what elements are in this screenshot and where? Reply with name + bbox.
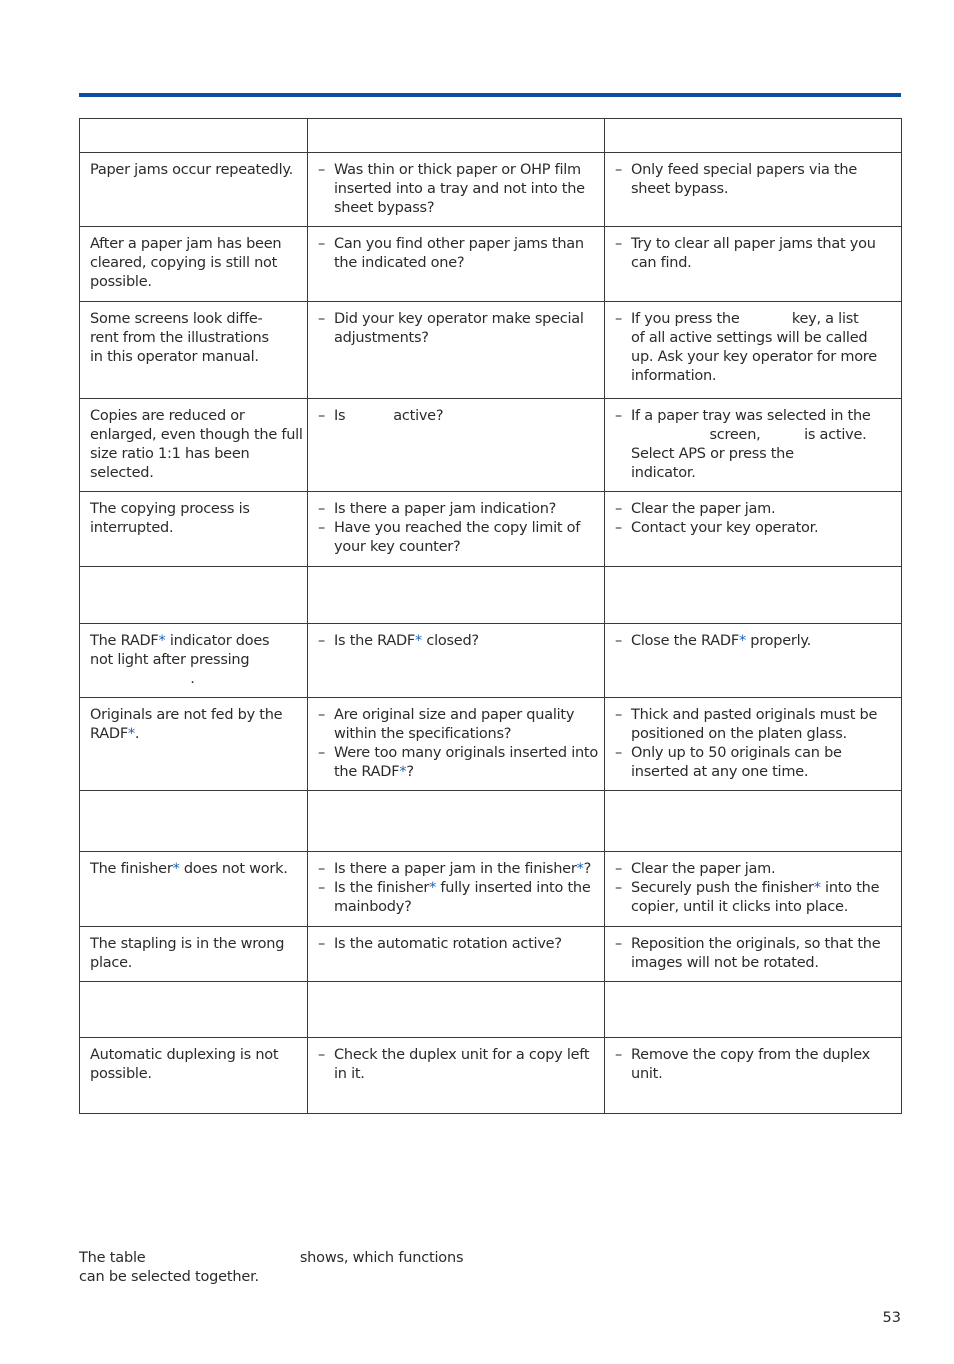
- problem-cell: Automatic duplexing is not possible.: [80, 1038, 308, 1114]
- remedy-item: – Contact your key operator.: [615, 519, 897, 538]
- asterisk-marker: *: [127, 726, 135, 742]
- problem-cell: The finisher* does not work.: [80, 852, 308, 927]
- remedy-cell: [605, 153, 902, 227]
- header-cell: [80, 119, 308, 153]
- header-cell: [308, 119, 605, 153]
- asterisk-marker: *: [738, 633, 746, 649]
- troubleshooting-table: [79, 118, 902, 1114]
- section-cell: [605, 567, 902, 624]
- top-rule: [79, 93, 901, 97]
- cause-cell: [308, 1038, 605, 1114]
- remedy-item: – If you press the key, a list of all active settings will be called up. Ask your key operator for more information.: [615, 310, 897, 386]
- remedy-cell: [605, 624, 902, 698]
- cause-item: – Can you find other paper jams than the indicated one?: [318, 235, 600, 273]
- section-row: [80, 791, 902, 852]
- cause-item: – Have you reached the copy limit of your key counter?: [318, 519, 600, 557]
- remedy-cell: [605, 399, 902, 492]
- remedy-cell: [605, 227, 902, 302]
- cause-item: – Is the RADF* closed?: [318, 632, 600, 651]
- cause-item: – Is there a paper jam indication?: [318, 500, 600, 519]
- section-cell: [80, 567, 308, 624]
- footer-text: The table shows, which functions can be selected together.: [79, 1250, 464, 1285]
- remedy-item: – Reposition the originals, so that the images will not be rotated.: [615, 935, 897, 973]
- remedy-cell: [605, 852, 902, 927]
- remedy-cell: [605, 927, 902, 982]
- table-row: [80, 302, 902, 399]
- remedy-item: – Thick and pasted originals must be positioned on the platen glass.: [615, 706, 897, 744]
- asterisk-marker: *: [576, 861, 584, 877]
- cause-cell: [308, 492, 605, 567]
- section-row: [80, 982, 902, 1038]
- cause-cell: [308, 227, 605, 302]
- remedy-item: – Try to clear all paper jams that you can find.: [615, 235, 897, 273]
- section-cell: [80, 791, 308, 852]
- table-row: [80, 153, 902, 227]
- section-cell: [605, 791, 902, 852]
- remedy-item: – Clear the paper jam.: [615, 860, 897, 879]
- problem-cell: Copies are reduced or enlarged, even though the full size ratio 1:1 has been selected.: [80, 399, 308, 492]
- cause-cell: [308, 302, 605, 399]
- asterisk-marker: *: [172, 861, 180, 877]
- remedy-item: – Only feed special papers via the sheet bypass.: [615, 161, 897, 199]
- header-cell: [605, 119, 902, 153]
- remedy-item: – Remove the copy from the duplex unit.: [615, 1046, 897, 1084]
- page-number: 53: [882, 1310, 901, 1326]
- problem-cell: Some screens look diffe- rent from the illustrations in this operator manual.: [80, 302, 308, 399]
- cause-cell: [308, 399, 605, 492]
- cause-item: – Is the finisher* fully inserted into the mainbody?: [318, 879, 600, 917]
- section-cell: [308, 791, 605, 852]
- table-row: [80, 698, 902, 791]
- section-cell: [605, 982, 902, 1038]
- cause-cell: [308, 698, 605, 791]
- remedy-item: – Close the RADF* properly.: [615, 632, 897, 651]
- cause-item: – Was thin or thick paper or OHP film inserted into a tray and not into the sheet bypass?: [318, 161, 600, 218]
- cause-item: – Are original size and paper quality within the specifications?: [318, 706, 600, 744]
- remedy-item: – If a paper tray was selected in the screen, is active. Select APS or press the indicator.: [615, 407, 897, 483]
- asterisk-marker: *: [158, 633, 166, 649]
- remedy-item: – Securely push the finisher* into the copier, until it clicks into place.: [615, 879, 897, 917]
- asterisk-marker: *: [399, 764, 407, 780]
- remedy-cell: [605, 698, 902, 791]
- problem-cell: The copying process is interrupted.: [80, 492, 308, 567]
- table-row: [80, 927, 902, 982]
- remedy-item: – Clear the paper jam.: [615, 500, 897, 519]
- header-row: [80, 119, 902, 153]
- cause-item: – Is the automatic rotation active?: [318, 935, 600, 954]
- cause-cell: [308, 852, 605, 927]
- section-cell: [308, 567, 605, 624]
- problem-cell: After a paper jam has been cleared, copying is still not possible.: [80, 227, 308, 302]
- table-row: [80, 399, 902, 492]
- remedy-item: – Only up to 50 originals can be inserted at any one time.: [615, 744, 897, 782]
- cause-item: – Is there a paper jam in the finisher*?: [318, 860, 600, 879]
- cause-item: – Check the duplex unit for a copy left in it.: [318, 1046, 600, 1084]
- cause-cell: [308, 153, 605, 227]
- problem-cell: The RADF* indicator does not light after pressing .: [80, 624, 308, 698]
- table-row: [80, 227, 902, 302]
- footer-paragraph: [79, 1249, 559, 1287]
- remedy-cell: [605, 1038, 902, 1114]
- table-row: [80, 1038, 902, 1114]
- asterisk-marker: *: [429, 880, 437, 896]
- cause-item: – Were too many originals inserted into the RADF*?: [318, 744, 600, 782]
- cause-item: – Did your key operator make special adjustments?: [318, 310, 600, 348]
- problem-cell: The stapling is in the wrong place.: [80, 927, 308, 982]
- asterisk-marker: *: [415, 633, 423, 649]
- section-row: [80, 567, 902, 624]
- asterisk-marker: *: [813, 880, 821, 896]
- problem-cell: Originals are not fed by the RADF*.: [80, 698, 308, 791]
- problem-cell: Paper jams occur repeatedly.: [80, 153, 308, 227]
- cause-cell: [308, 927, 605, 982]
- table-row: [80, 624, 902, 698]
- table-row: [80, 492, 902, 567]
- remedy-cell: [605, 302, 902, 399]
- section-cell: [80, 982, 308, 1038]
- table-row: [80, 852, 902, 927]
- section-cell: [308, 982, 605, 1038]
- remedy-cell: [605, 492, 902, 567]
- cause-cell: [308, 624, 605, 698]
- cause-item: – Is active?: [318, 407, 600, 426]
